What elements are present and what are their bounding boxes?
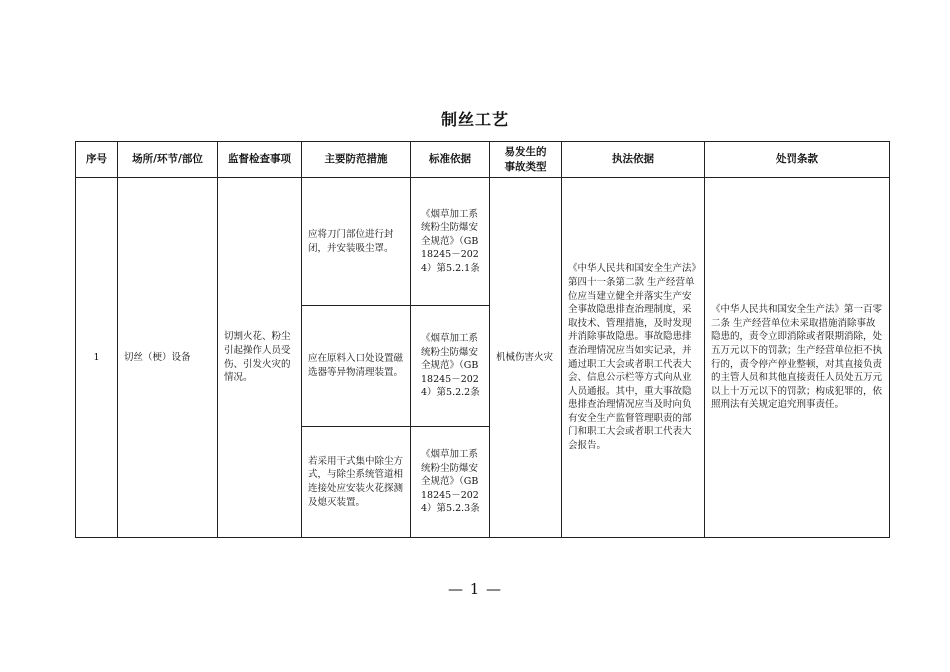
measure-text: 应将刀门部位进行封闭，并安装吸尘罩。: [308, 228, 394, 254]
table-row: [76, 178, 890, 306]
cell-measure-2: [302, 306, 411, 427]
header-location: 场所/环节/部位: [118, 142, 218, 178]
cell-location: [118, 178, 218, 538]
standard-text: 《烟草加工系统粉尘防爆安全规范》（GB 18245－2024）第5.2.3条: [421, 449, 480, 515]
location-text: 切丝（梗）设备: [124, 351, 191, 363]
measure-text: 应在原料入口处设置磁选器等异物清理装置。: [308, 353, 404, 378]
header-legal-basis: 执法依据: [562, 142, 705, 178]
cell-index: 1: [76, 178, 118, 538]
cell-measure-1: [302, 178, 411, 306]
header-inspection-item: 监督检查事项: [218, 142, 302, 178]
regulation-table: [75, 141, 890, 538]
cell-inspection-item: [218, 178, 302, 538]
header-penalty: 处罚条款: [705, 142, 890, 178]
measure-text: 若采用干式集中除尘方式，与除尘系统管道相连接处应安装火花探测及熄灭装置。: [308, 455, 404, 508]
header-accident-type: 易发生的 事故类型: [490, 142, 562, 178]
cell-accident-type: [490, 178, 562, 538]
standard-text: 《烟草加工系统粉尘防爆安全规范》（GB 18245－2024）第5.2.1条: [421, 208, 480, 274]
cell-legal-basis: [562, 178, 705, 538]
header-standards: 标准依据: [411, 142, 490, 178]
cell-measure-3: [302, 427, 411, 538]
cell-penalty: [705, 178, 890, 538]
cell-standard-3: [411, 427, 490, 538]
document-title: 制丝工艺: [440, 110, 509, 129]
cell-standard-1: [411, 178, 490, 306]
cell-standard-2: [411, 306, 490, 427]
standard-text: 《烟草加工系统粉尘防爆安全规范》（GB 18245－2024）第5.2.2条: [421, 333, 480, 399]
penalty-text: 《中华人民共和国安全生产法》第一百零二条 生产经营单位未采取措施消除事故隐患的，责令立即消除或者限期消除，处五万元以下的罚款；生产经营单位拒不执行的，责令停产停业整顿，对其直接负责的主管人员和其他直接责任人员处五万元以上十万元以下的罚款；构成犯罪的，依照刑法有关规定追究刑事责任。: [711, 304, 883, 411]
table-header-row: [76, 142, 890, 178]
legal-basis-text: 《中华人民共和国安全生产法》第四十一条第二款 生产经营单位应当建立健全并落实生产安全事故隐患排查治理制度，采取技术、管理措施，及时发现并消除事故隐患。事故隐患排查治理情况应当如实记录，并通过职工大会或者职工代表大会、信息公示栏等方式向从业人员通报。其中，重大事故隐患排查治理情况应当及时向负有安全生产监督管理职责的部门和职工大会或者职工代表大会报告。: [568, 263, 697, 452]
inspection-item-text: 切割火花、粉尘引起操作人员受伤、引发火灾的情况。: [224, 331, 291, 384]
page-number: — 1 —: [447, 580, 503, 598]
header-index: 序号: [76, 142, 118, 178]
accident-type-text: 机械伤害火灾: [496, 351, 554, 363]
header-measures: 主要防范措施: [302, 142, 411, 178]
